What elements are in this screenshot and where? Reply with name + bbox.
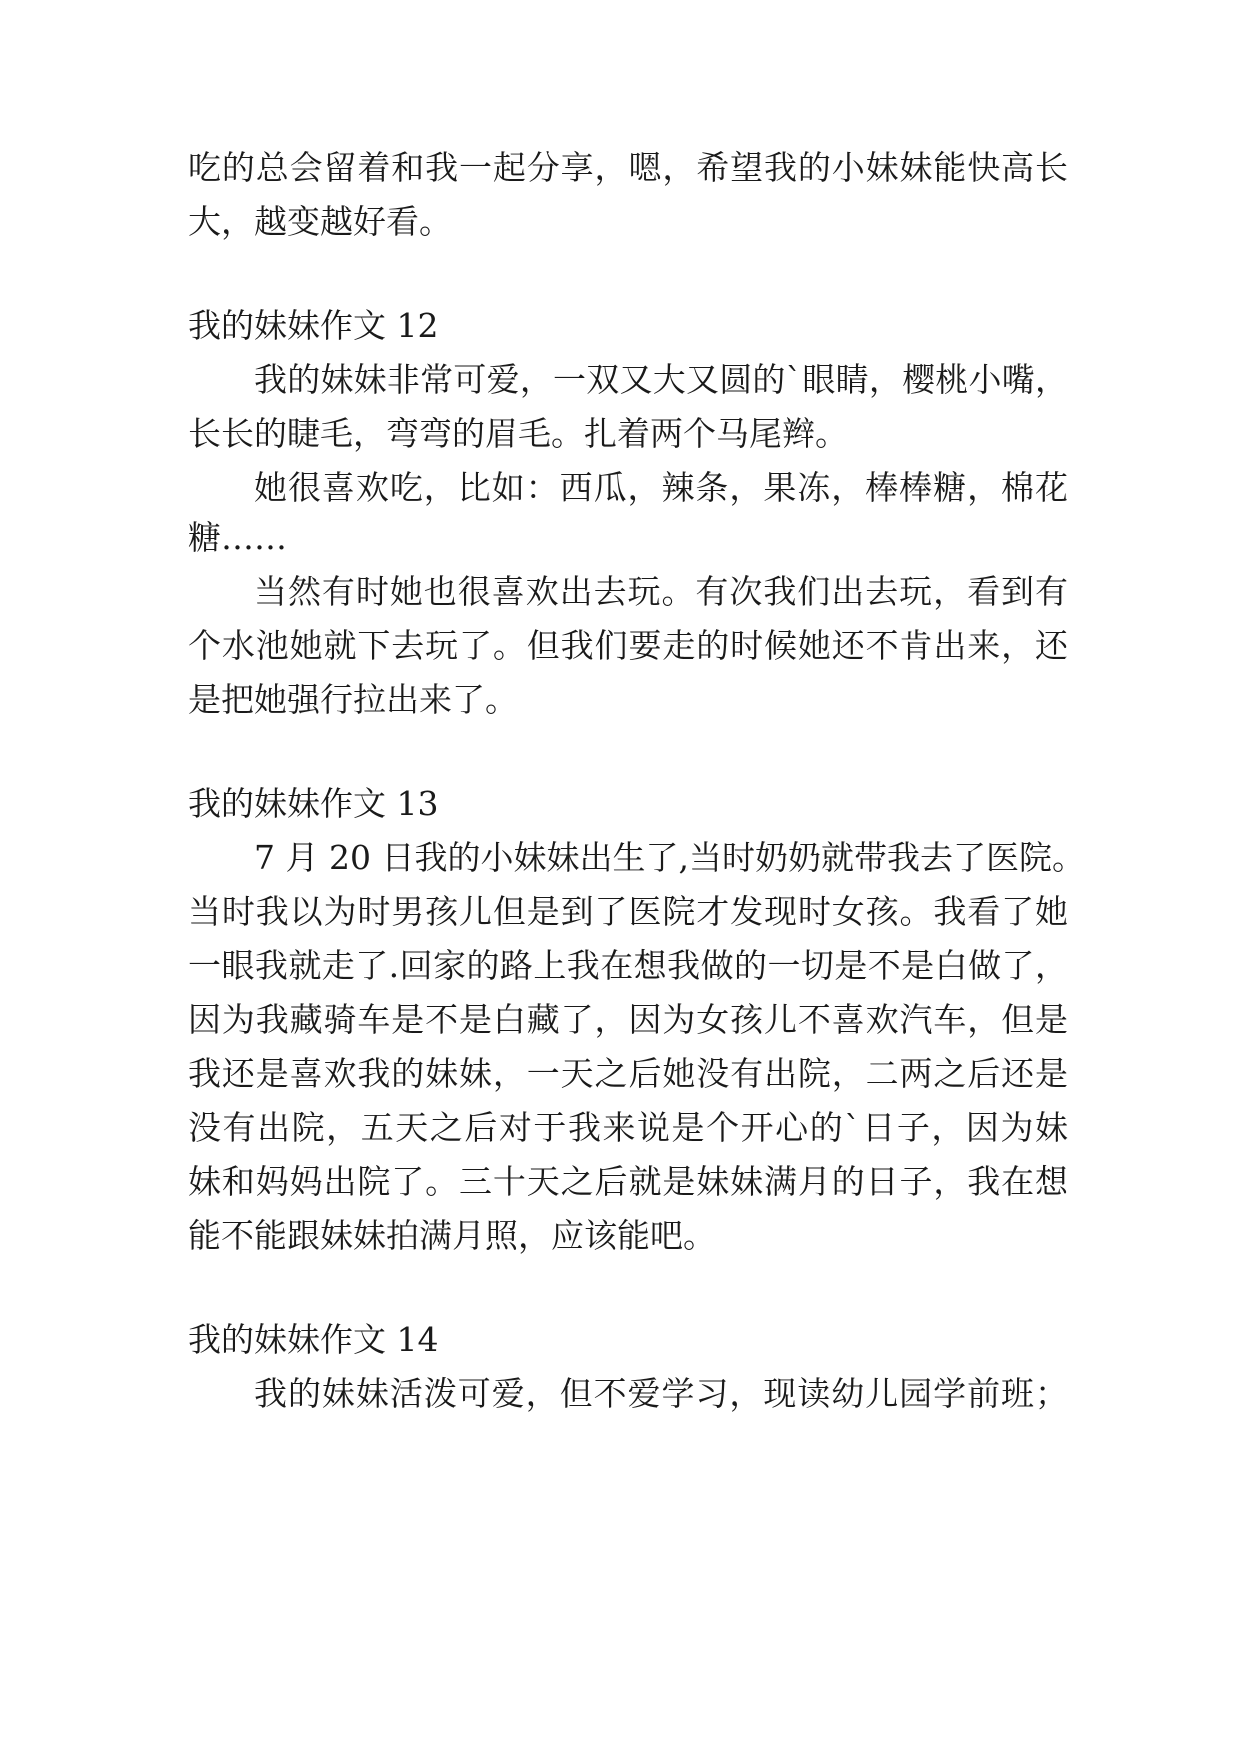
- paragraph-line: 妹和妈妈出院了。三十天之后就是妹妹满月的日子，我在想: [188, 1162, 1068, 1201]
- paragraph-line: 当然有时她也很喜欢出去玩。有次我们出去玩，看到有: [254, 572, 1068, 611]
- paragraph-line: 因为我藏骑车是不是白藏了，因为女孩儿不喜欢汽车，但是: [188, 1000, 1068, 1039]
- paragraph-line: 大，越变越好看。: [188, 202, 452, 241]
- essay-title: 我的妹妹作文 12: [188, 306, 439, 345]
- paragraph-line: 7 月 20 日我的小妹妹出生了,当时奶奶就带我去了医院。: [254, 838, 1085, 877]
- paragraph-line: 长长的睫毛，弯弯的眉毛。扎着两个马尾辫。: [188, 414, 848, 453]
- paragraph-line: 吃的总会留着和我一起分享，嗯，希望我的小妹妹能快高长: [188, 148, 1068, 187]
- paragraph-line: 我的妹妹活泼可爱，但不爱学习，现读幼儿园学前班；: [254, 1374, 1068, 1413]
- paragraph-line: 当时我以为时男孩儿但是到了医院才发现时女孩。我看了她: [188, 892, 1068, 931]
- paragraph-line: 一眼我就走了.回家的路上我在想我做的一切是不是白做了，: [188, 946, 1068, 985]
- paragraph-line: 我还是喜欢我的妹妹，一天之后她没有出院，二两之后还是: [188, 1054, 1068, 1093]
- essay-title: 我的妹妹作文 14: [188, 1320, 439, 1359]
- paragraph-line: 她很喜欢吃，比如：西瓜，辣条，果冻，棒棒糖，棉花: [254, 468, 1068, 507]
- paragraph-line: 我的妹妹非常可爱，一双又大又圆的`眼睛，樱桃小嘴，: [254, 360, 1068, 399]
- paragraph-line: 没有出院，五天之后对于我来说是个开心的`日子，因为妹: [188, 1108, 1068, 1147]
- paragraph-line: 个水池她就下去玩了。但我们要走的时候她还不肯出来，还: [188, 626, 1068, 665]
- paragraph-line: 是把她强行拉出来了。: [188, 680, 518, 719]
- paragraph-line: 糖……: [188, 518, 287, 557]
- paragraph-line: 能不能跟妹妹拍满月照，应该能吧。: [188, 1216, 716, 1255]
- essay-title: 我的妹妹作文 13: [188, 784, 439, 823]
